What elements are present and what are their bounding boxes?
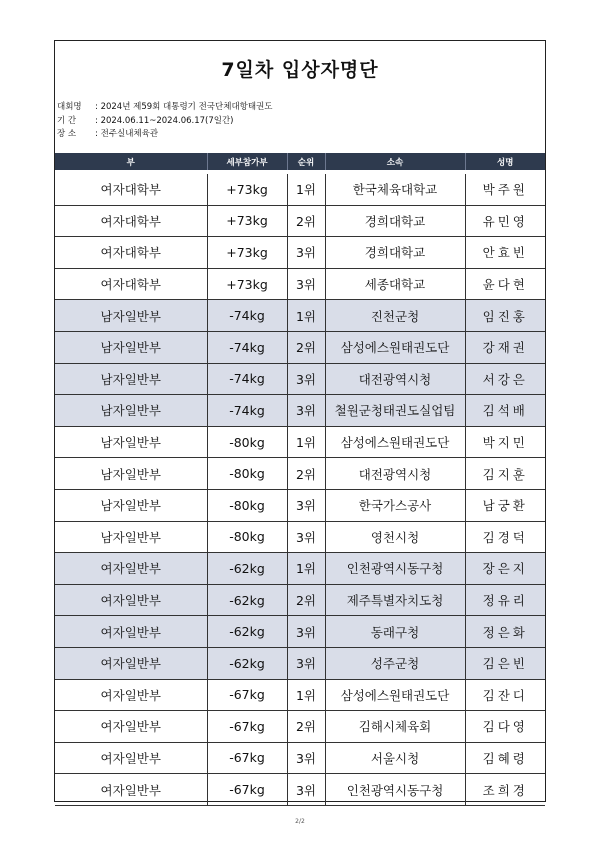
cell-name: 서강은: [465, 363, 545, 395]
table-row: [55, 711, 545, 743]
info-label: 대회명: [57, 102, 82, 112]
table-row: [55, 616, 545, 648]
table-row: [55, 395, 545, 427]
cell-name: 박지민: [465, 426, 545, 458]
cell-rank: 3위: [287, 237, 325, 269]
cell-division: 남자일반부: [55, 426, 207, 458]
table-row: [55, 174, 545, 205]
header-team: 소속: [325, 153, 465, 170]
cell-rank: 3위: [287, 742, 325, 774]
header-division: 부: [55, 153, 207, 170]
cell-division: 여자일반부: [55, 742, 207, 774]
header-name: 성명: [465, 153, 545, 170]
cell-team: 경희대학교: [325, 205, 465, 237]
cell-weight: +73kg: [207, 268, 287, 300]
cell-weight: +73kg: [207, 174, 287, 205]
cell-name: 조희경: [465, 774, 545, 806]
page-number: 2/2: [295, 818, 305, 825]
info-label: 기 간: [57, 115, 77, 126]
info-value: : 전주실내체육관: [95, 129, 159, 139]
cell-division: 남자일반부: [55, 489, 207, 521]
table-row: [55, 521, 545, 553]
cell-weight: -67kg: [207, 774, 287, 806]
cell-name: 유민영: [465, 205, 545, 237]
cell-division: 남자일반부: [55, 363, 207, 395]
cell-team: 성주군청: [325, 647, 465, 679]
cell-division: 여자일반부: [55, 711, 207, 743]
cell-division: 여자대학부: [55, 237, 207, 269]
cell-rank: 2위: [287, 458, 325, 490]
winners-table: [55, 153, 545, 806]
cell-division: 여자일반부: [55, 774, 207, 806]
cell-rank: 1위: [287, 679, 325, 711]
cell-rank: 2위: [287, 711, 325, 743]
info-row-period: [57, 115, 273, 129]
cell-rank: 2위: [287, 584, 325, 616]
cell-rank: 1위: [287, 174, 325, 205]
cell-weight: -80kg: [207, 489, 287, 521]
table-row: [55, 679, 545, 711]
cell-team: 동래구청: [325, 616, 465, 648]
table-row: [55, 774, 545, 806]
cell-rank: 3위: [287, 521, 325, 553]
cell-name: 김은빈: [465, 647, 545, 679]
cell-division: 여자일반부: [55, 647, 207, 679]
cell-name: 남궁환: [465, 489, 545, 521]
cell-rank: 3위: [287, 489, 325, 521]
cell-team: 한국체육대학교: [325, 174, 465, 205]
cell-name: 강재권: [465, 331, 545, 363]
cell-name: 정은화: [465, 616, 545, 648]
cell-division: 남자일반부: [55, 458, 207, 490]
cell-weight: +73kg: [207, 237, 287, 269]
cell-name: 김경덕: [465, 521, 545, 553]
table-row: [55, 742, 545, 774]
header-rank: 순위: [287, 153, 325, 170]
cell-team: 진천군청: [325, 300, 465, 332]
cell-team: 인천광역시동구청: [325, 553, 465, 585]
table-row: [55, 237, 545, 269]
cell-name: 안효빈: [465, 237, 545, 269]
cell-name: 임진홍: [465, 300, 545, 332]
cell-weight: -67kg: [207, 742, 287, 774]
cell-weight: -80kg: [207, 458, 287, 490]
cell-weight: -74kg: [207, 395, 287, 427]
cell-rank: 3위: [287, 774, 325, 806]
header-weight: 세부참가부: [207, 153, 287, 170]
cell-division: 여자대학부: [55, 205, 207, 237]
info-label: 장 소: [57, 129, 77, 139]
cell-team: 대전광역시청: [325, 458, 465, 490]
cell-weight: -62kg: [207, 584, 287, 616]
document-frame: [54, 40, 546, 802]
cell-team: 삼성에스원태권도단: [325, 426, 465, 458]
cell-rank: 2위: [287, 331, 325, 363]
cell-name: 김잔디: [465, 679, 545, 711]
table-row: [55, 458, 545, 490]
cell-rank: 2위: [287, 205, 325, 237]
cell-rank: 1위: [287, 426, 325, 458]
cell-team: 경희대학교: [325, 237, 465, 269]
cell-division: 남자일반부: [55, 300, 207, 332]
cell-team: 서울시청: [325, 742, 465, 774]
cell-rank: 1위: [287, 553, 325, 585]
cell-rank: 3위: [287, 363, 325, 395]
cell-name: 정유리: [465, 584, 545, 616]
cell-weight: -80kg: [207, 521, 287, 553]
cell-name: 장은지: [465, 553, 545, 585]
table-row: [55, 268, 545, 300]
cell-division: 남자일반부: [55, 395, 207, 427]
cell-weight: -74kg: [207, 300, 287, 332]
table-row: [55, 331, 545, 363]
cell-division: 여자일반부: [55, 679, 207, 711]
cell-division: 여자대학부: [55, 268, 207, 300]
cell-weight: -62kg: [207, 553, 287, 585]
table-row: [55, 363, 545, 395]
cell-division: 여자대학부: [55, 174, 207, 205]
cell-weight: +73kg: [207, 205, 287, 237]
cell-name: 김다영: [465, 711, 545, 743]
info-value: : 2024년 제59회 대통령기 전국단체대항태권도: [95, 102, 273, 112]
cell-team: 삼성에스원태권도단: [325, 679, 465, 711]
cell-rank: 3위: [287, 616, 325, 648]
cell-rank: 1위: [287, 300, 325, 332]
info-row-event: [57, 101, 273, 115]
table-row: [55, 300, 545, 332]
cell-weight: -67kg: [207, 711, 287, 743]
page-title: 7일차 입상자명단: [221, 59, 379, 81]
cell-rank: 3위: [287, 395, 325, 427]
table-row: [55, 489, 545, 521]
cell-weight: -74kg: [207, 331, 287, 363]
info-value: : 2024.06.11~2024.06.17(7일간): [95, 115, 234, 126]
table-row: [55, 426, 545, 458]
table-header-row: [55, 153, 545, 170]
cell-rank: 3위: [287, 268, 325, 300]
cell-weight: -74kg: [207, 363, 287, 395]
cell-team: 철원군청태권도실업팀: [325, 395, 465, 427]
event-info: [57, 101, 273, 142]
cell-rank: 3위: [287, 647, 325, 679]
cell-team: 세종대학교: [325, 268, 465, 300]
cell-weight: -62kg: [207, 647, 287, 679]
table-row: [55, 553, 545, 585]
table-body: [55, 170, 545, 805]
cell-team: 대전광역시청: [325, 363, 465, 395]
cell-division: 여자일반부: [55, 584, 207, 616]
cell-division: 여자일반부: [55, 553, 207, 585]
cell-weight: -67kg: [207, 679, 287, 711]
cell-team: 삼성에스원태권도단: [325, 331, 465, 363]
cell-name: 김혜령: [465, 742, 545, 774]
cell-weight: -62kg: [207, 616, 287, 648]
cell-team: 한국가스공사: [325, 489, 465, 521]
cell-division: 여자일반부: [55, 616, 207, 648]
cell-name: 김석배: [465, 395, 545, 427]
cell-team: 인천광역시동구청: [325, 774, 465, 806]
cell-team: 김해시체육회: [325, 711, 465, 743]
table-row: [55, 584, 545, 616]
cell-name: 김지훈: [465, 458, 545, 490]
cell-team: 제주특별자치도청: [325, 584, 465, 616]
cell-name: 윤다현: [465, 268, 545, 300]
cell-division: 남자일반부: [55, 331, 207, 363]
cell-name: 박주원: [465, 174, 545, 205]
table-row: [55, 647, 545, 679]
cell-division: 남자일반부: [55, 521, 207, 553]
info-row-venue: [57, 128, 273, 142]
cell-team: 영천시청: [325, 521, 465, 553]
table-row: [55, 205, 545, 237]
cell-weight: -80kg: [207, 426, 287, 458]
